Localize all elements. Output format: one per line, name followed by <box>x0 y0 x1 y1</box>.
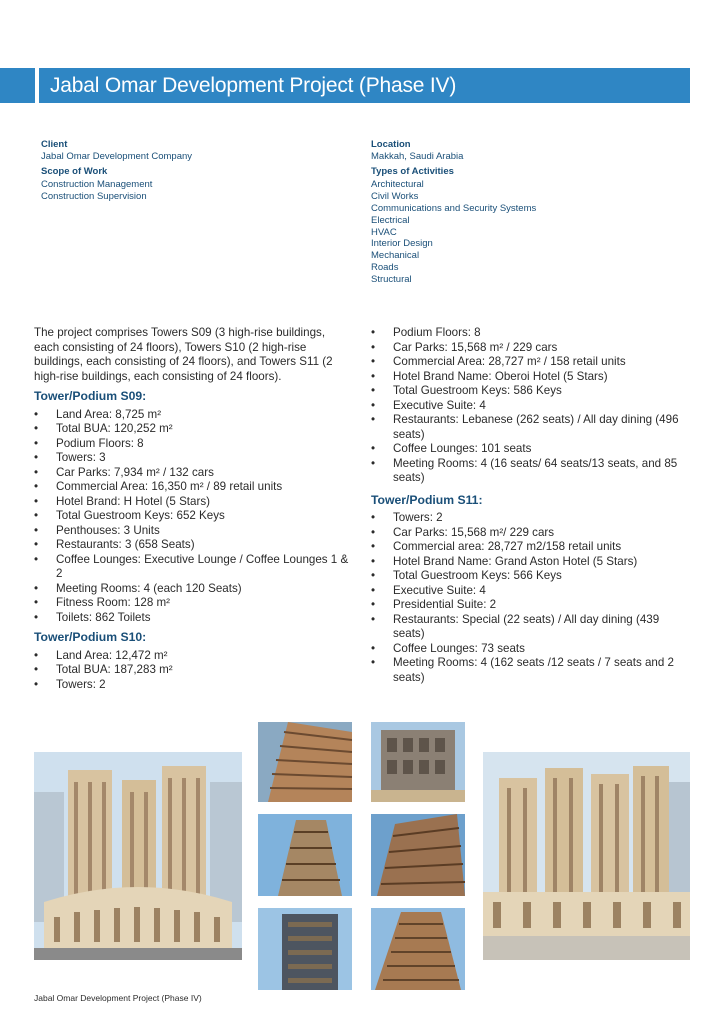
list-item: • Restaurants: 3 (658 Seats) <box>34 538 352 553</box>
list-item: • Land Area: 8,725 m² <box>34 408 352 423</box>
list-item: • Hotel Brand Name: Oberoi Hotel (5 Stars) <box>371 370 693 385</box>
list-item: • Meeting Rooms: 4 (162 seats /12 seats / 7 seats and 2 seats) <box>371 656 693 685</box>
s09-list <box>34 408 352 626</box>
list-item: • Coffee Lounges: 101 seats <box>371 442 693 457</box>
list-item: • Restaurants: Special (22 seats) / All day dining (439 seats) <box>371 613 693 642</box>
section-heading-s09: Tower/Podium S09: <box>34 389 147 403</box>
construction-photo-2 <box>258 814 352 896</box>
list-item: • Total Guestroom Keys: 652 Keys <box>34 509 352 524</box>
s10-list-right <box>371 326 693 486</box>
list-item: • Commercial Area: 28,727 m² / 158 retail units <box>371 355 693 370</box>
scope-item: Construction Management <box>41 179 153 191</box>
footer-text: Jabal Omar Development Project (Phase IV) <box>34 993 202 1003</box>
intro-paragraph: The project comprises Towers S09 (3 high-rise buildings, each consisting of 24 floors), Towers S10 (2 high-rise buildings, each consisting of 24 floors), and Towers S11 (2 high-rise buildings, each consisting of 24 floors). <box>34 326 333 383</box>
text-column-right <box>371 326 693 685</box>
s10-list-left <box>34 649 352 693</box>
activity-item: Mechanical <box>371 250 420 262</box>
list-item: • Executive Suite: 4 <box>371 584 693 599</box>
list-item: • Meeting Rooms: 4 (each 120 Seats) <box>34 582 352 597</box>
list-item: • Coffee Lounges: 73 seats <box>371 642 693 657</box>
s11-list <box>371 511 693 685</box>
list-item: • Executive Suite: 4 <box>371 399 693 414</box>
activity-item: Electrical <box>371 214 410 226</box>
list-item: • Car Parks: 7,934 m² / 132 cars <box>34 466 352 481</box>
list-item: • Hotel Brand: H Hotel (5 Stars) <box>34 495 352 510</box>
activity-item: HVAC <box>371 226 397 238</box>
construction-photo-3 <box>258 908 352 990</box>
list-item: • Presidential Suite: 2 <box>371 598 693 613</box>
list-item: • Towers: 2 <box>371 511 693 526</box>
list-item: • Commercial Area: 16,350 m² / 89 retail units <box>34 480 352 495</box>
activity-item: Civil Works <box>371 191 419 203</box>
construction-photo-6 <box>371 908 465 990</box>
list-item: • Towers: 2 <box>34 678 352 693</box>
rendering-photo-s10 <box>483 752 690 960</box>
page-title: Jabal Omar Development Project (Phase IV) <box>50 74 457 97</box>
rendering-photo-s09 <box>34 752 242 960</box>
list-item: • Total Guestroom Keys: 566 Keys <box>371 569 693 584</box>
list-item: • Meeting Rooms: 4 (16 seats/ 64 seats/13 seats, and 85 seats) <box>371 457 693 486</box>
list-item: • Toilets: 862 Toilets <box>34 611 352 626</box>
activity-item: Architectural <box>371 179 424 191</box>
list-item: • Total BUA: 120,252 m² <box>34 422 352 437</box>
text-column-left <box>34 326 352 692</box>
activity-item: Roads <box>371 261 399 273</box>
list-item: • Podium Floors: 8 <box>34 437 352 452</box>
list-item: • Fitness Room: 128 m² <box>34 596 352 611</box>
list-item: • Podium Floors: 8 <box>371 326 693 341</box>
title-bar <box>39 68 690 103</box>
construction-photo-1 <box>258 722 352 802</box>
location-label: Location <box>371 139 411 150</box>
client-value: Jabal Omar Development Company <box>41 150 193 162</box>
location-value: Makkah, Saudi Arabia <box>371 150 464 162</box>
list-item: • Total BUA: 187,283 m² <box>34 663 352 678</box>
header-accent-block <box>0 68 35 103</box>
list-item: • Towers: 3 <box>34 451 352 466</box>
list-item: • Car Parks: 15,568 m² / 229 cars <box>371 341 693 356</box>
list-item: • Coffee Lounges: Executive Lounge / Coffee Lounges 1 & 2 <box>34 553 352 582</box>
list-item: • Total Guestroom Keys: 586 Keys <box>371 384 693 399</box>
activities-label: Types of Activities <box>371 165 454 177</box>
scope-item: Construction Supervision <box>41 191 147 203</box>
construction-photo-5 <box>371 814 465 896</box>
activity-item: Communications and Security Systems <box>371 202 537 214</box>
info-right <box>371 139 691 286</box>
client-label: Client <box>41 139 68 150</box>
list-item: • Car Parks: 15,568 m²/ 229 cars <box>371 526 693 541</box>
list-item: • Restaurants: Lebanese (262 seats) / All day dining (496 seats) <box>371 413 693 442</box>
list-item: • Land Area: 12,472 m² <box>34 649 352 664</box>
activity-item: Interior Design <box>371 238 433 250</box>
list-item: • Hotel Brand Name: Grand Aston Hotel (5 Stars) <box>371 555 693 570</box>
section-heading-s11: Tower/Podium S11: <box>371 492 483 507</box>
info-left <box>41 139 341 203</box>
list-item: • Penthouses: 3 Units <box>34 524 352 539</box>
scope-label: Scope of Work <box>41 165 108 177</box>
list-item: • Commercial area: 28,727 m2/158 retail units <box>371 540 693 555</box>
section-heading-s10: Tower/Podium S10: <box>34 630 147 644</box>
activity-item: Structural <box>371 273 412 285</box>
construction-photo-4 <box>371 722 465 802</box>
